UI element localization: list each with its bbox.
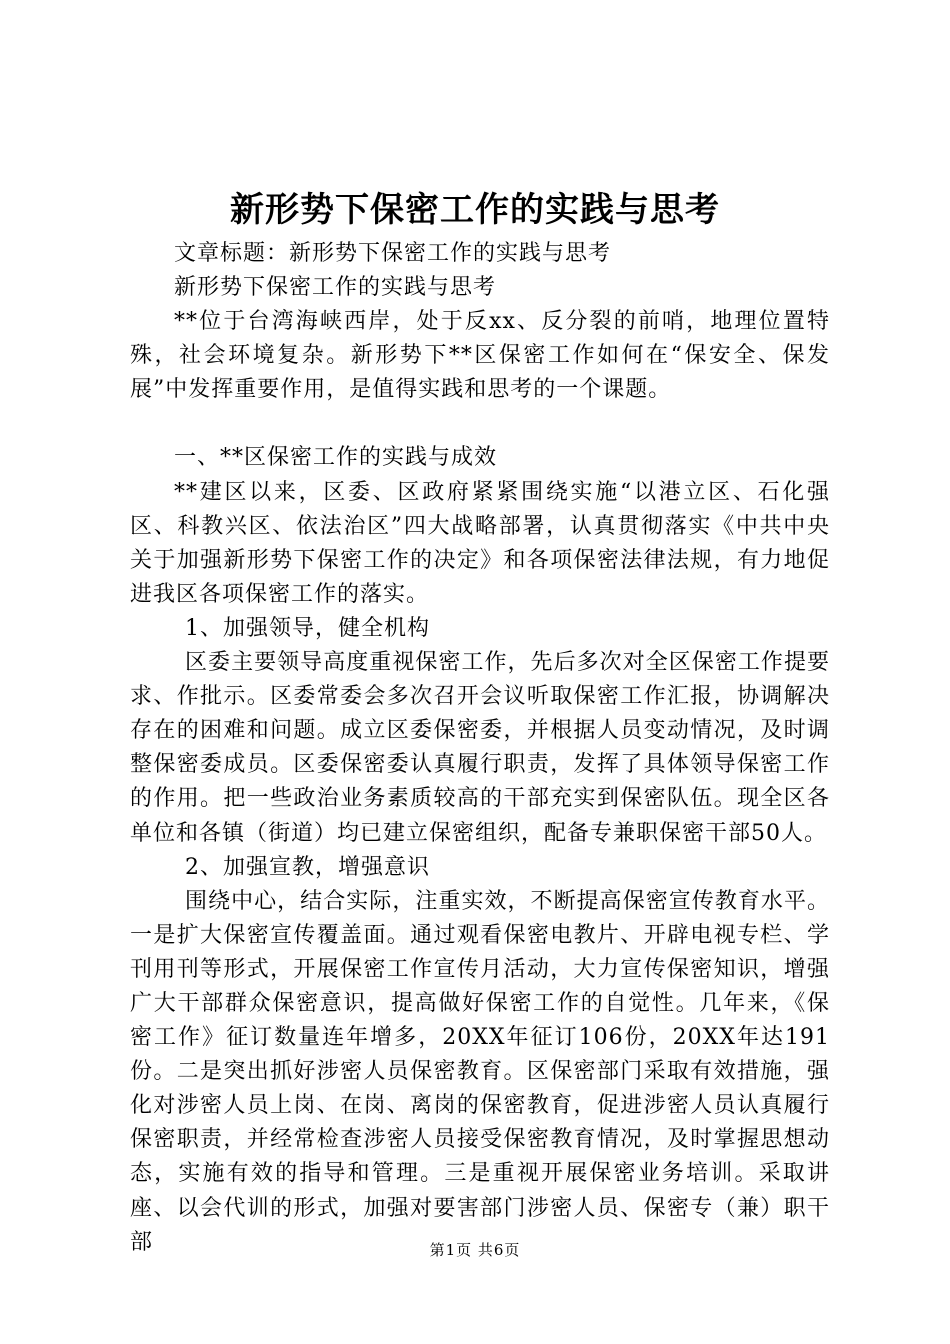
- subheading-1: 1、加强领导，健全机构: [185, 615, 430, 641]
- section-1-paragraph: **建区以来，区委、区政府紧紧围绕实施“以港立区、石化强区、科教兴区、依法治区”四大战略部署，认真贯彻落实《中共中央关于加强新形势下保密工作的决定》和各项保密法律法规，有力地促进我区各项保密工作的落实。: [130, 479, 830, 607]
- article-title-line: 文章标题：新形势下保密工作的实践与思考: [174, 241, 612, 266]
- section-heading-1: 一、**区保密工作的实践与成效: [174, 445, 498, 471]
- page-footer: 第1页 共6页: [429, 1241, 521, 1259]
- subsection-2-paragraph: 围绕中心，结合实际，注重实效，不断提高保密宣传教育水平。一是扩大保密宣传覆盖面。通过观看保密电教片、开辟电视专栏、学刊用刊等形式，开展保密工作宣传月活动，大力宣传保密知识，增强广大干部群众保密意识，提高做好保密工作的自觉性。几年来，《保密工作》征订数量连年增多，20XX年征订106份，20XX年达191份。二是突出抓好涉密人员保密教育。区保密部门采取有效措施，强化对涉密人员上岗、在岗、离岗的保密教育，促进涉密人员认真履行保密职责，并经常检查涉密人员接受保密教育情况，及时掌握思想动态，实施有效的指导和管理。三是重视开展保密业务培训。采取讲座、以会代训的形式，加强对要害部门涉密人员、保密专（兼）职干部: [130, 888, 830, 1255]
- intro-paragraph: **位于台湾海峡西岸，处于反xx、反分裂的前哨，地理位置特殊，社会环境复杂。新形势下**区保密工作如何在“保安全、保发展”中发挥重要作用，是值得实践和思考的一个课题。: [130, 309, 830, 403]
- subsection-1-paragraph: 区委主要领导高度重视保密工作，先后多次对全区保密工作提要求、作批示。区委常委会多次召开会议听取保密工作汇报，协调解决存在的困难和问题。成立区委保密委，并根据人员变动情况，及时调整保密委成员。区委保密委认真履行职责，发挥了具体领导保密工作的作用。把一些政治业务素质较高的干部充实到保密队伍。现全区各单位和各镇（街道）均已建立保密组织，配备专兼职保密干部50人。: [130, 650, 830, 846]
- document-body: [130, 237, 830, 1260]
- subtitle-line: 新形势下保密工作的实践与思考: [174, 275, 497, 301]
- subheading-2: 2、加强宣教，增强意识: [185, 854, 430, 880]
- document-title: 新形势下保密工作的实践与思考: [230, 190, 720, 230]
